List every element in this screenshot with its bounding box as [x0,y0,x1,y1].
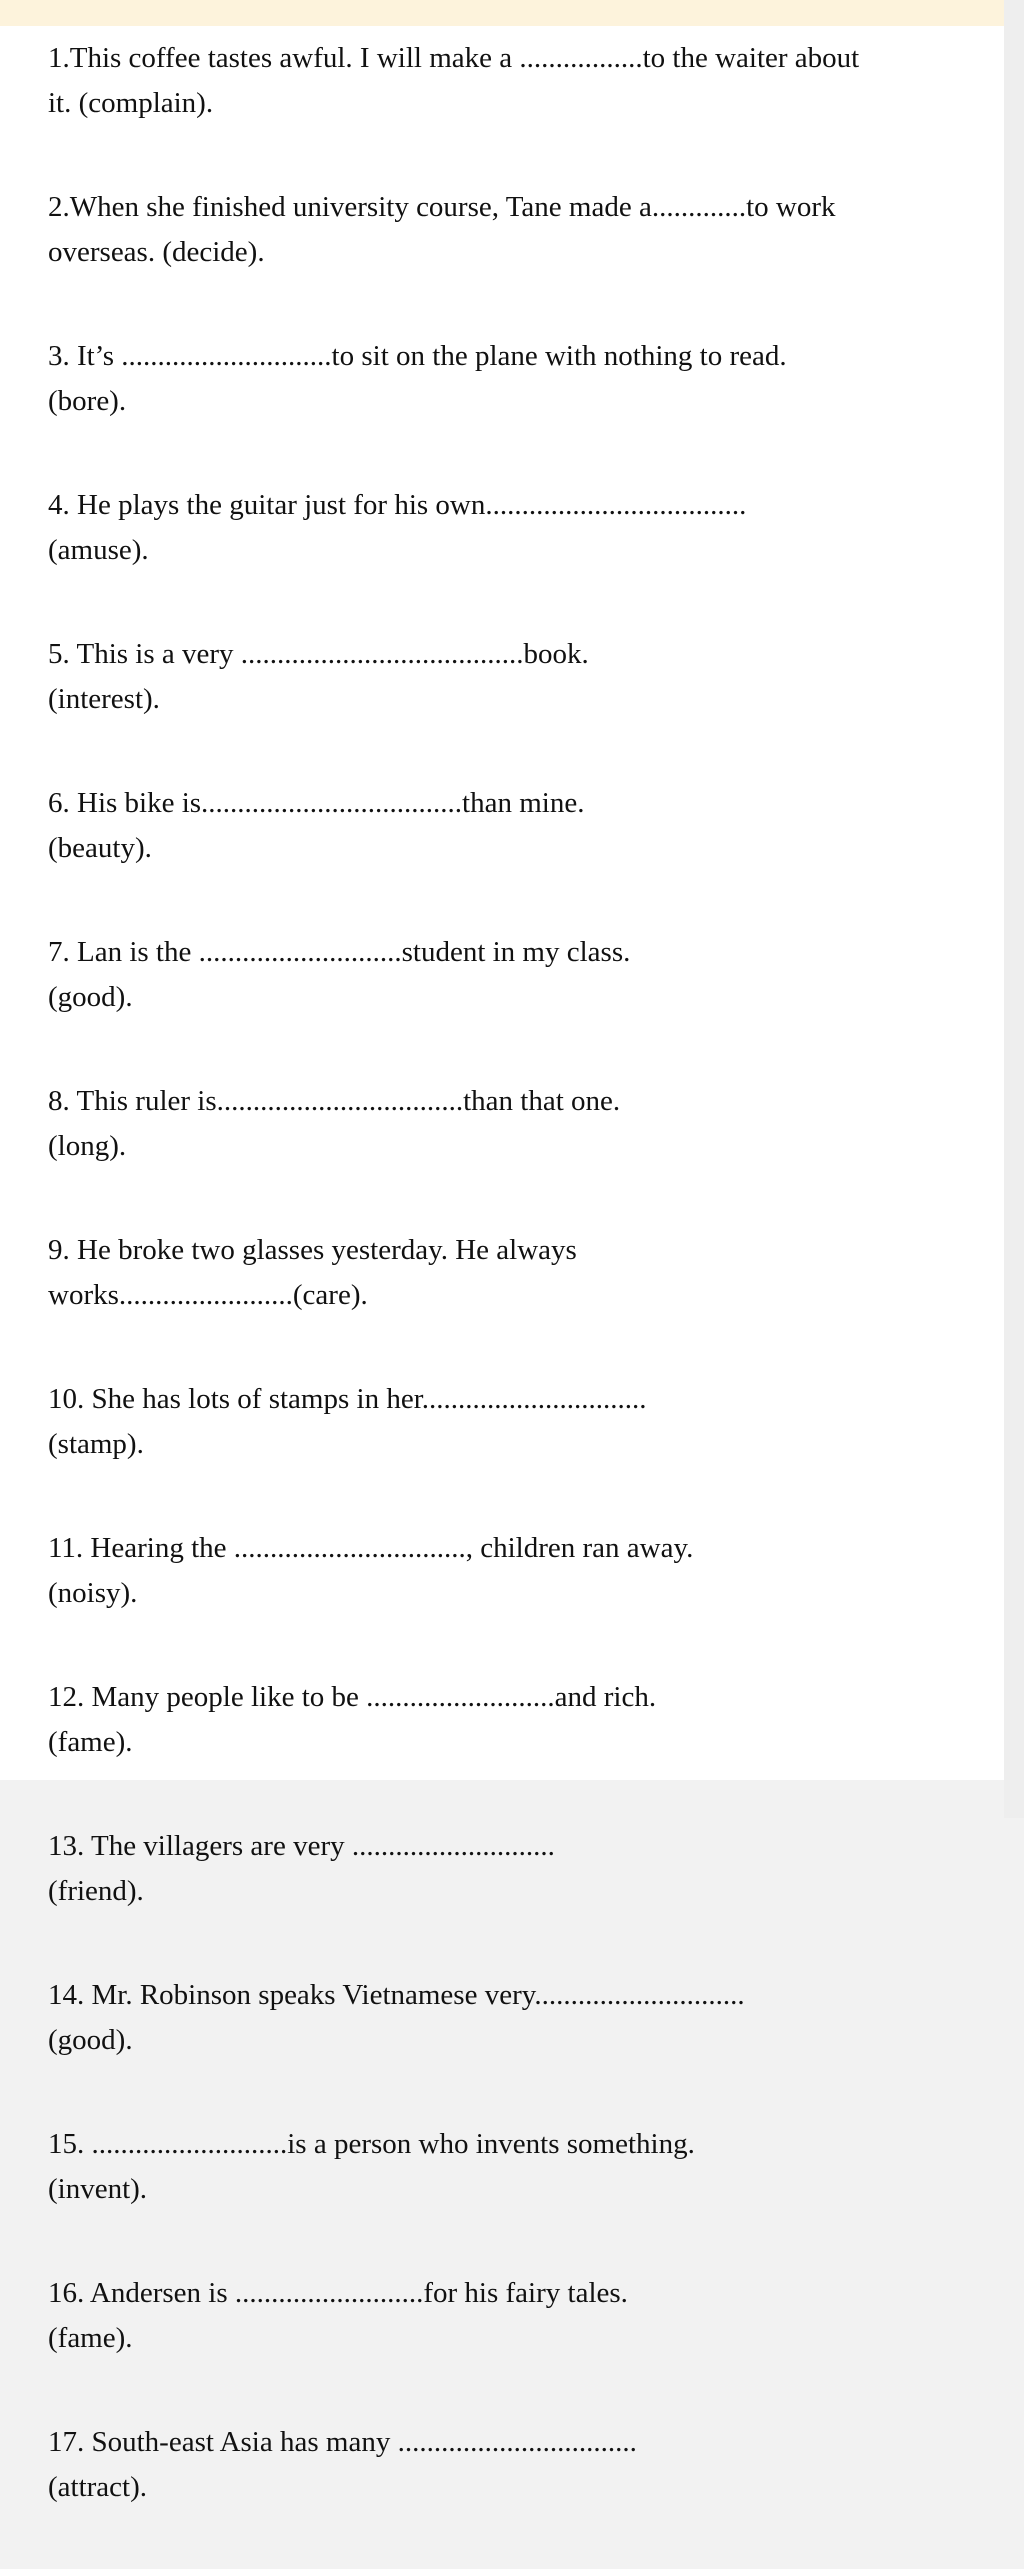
item-hint: (good). [48,981,133,1013]
item-hint: works........................(care). [48,1279,368,1311]
exercise-item-15 [48,2122,948,2212]
item-sentence: 15. ...........................is a person who invents something. [48,2128,695,2160]
exercise-item-13 [48,1824,948,1914]
exercise-item-17 [48,2420,948,2510]
item-hint: (fame). [48,1726,133,1758]
item-sentence: 17. South-east Asia has many ................................. [48,2426,637,2458]
exercise-item-12 [48,1675,948,1765]
item-hint: (noisy). [48,1577,138,1609]
exercise-item-1 [48,36,948,126]
item-sentence: 4. He plays the guitar just for his own.................................... [48,489,747,521]
item-hint: (interest). [48,683,160,715]
exercise-item-7 [48,930,948,1020]
exercise-item-11 [48,1526,948,1616]
exercise-item-10 [48,1377,948,1467]
item-sentence: 3. It’s .............................to sit on the plane with nothing to read. [48,340,787,372]
item-hint: it. (complain). [48,87,214,119]
item-sentence: 7. Lan is the ............................student in my class. [48,936,631,968]
word-form-exercise [48,36,948,2569]
item-hint: (stamp). [48,1428,144,1460]
item-sentence: 2.When she finished university course, Tane made a.............to work [48,191,836,223]
item-sentence: 1.This coffee tastes awful. I will make a .................to the waiter about [48,42,860,74]
item-hint: (long). [48,1130,127,1162]
item-sentence: 13. The villagers are very ............................ [48,1830,555,1862]
item-hint: (invent). [48,2173,148,2205]
item-sentence: 5. This is a very .......................................book. [48,638,589,670]
item-hint: (attract). [48,2471,148,2503]
top-highlight-strip [0,0,1004,26]
exercise-item-16 [48,2271,948,2361]
item-hint: (bore). [48,385,127,417]
item-hint: (amuse). [48,534,149,566]
right-edge-shade [1004,0,1024,1818]
exercise-item-5 [48,632,948,722]
item-hint: overseas. (decide). [48,236,265,268]
item-sentence: 14. Mr. Robinson speaks Vietnamese very............................. [48,1979,745,2011]
item-sentence: 16. Andersen is ..........................for his fairy tales. [48,2277,628,2309]
item-sentence: 6. His bike is....................................than mine. [48,787,585,819]
item-sentence: 10. She has lots of stamps in her............................... [48,1383,647,1415]
exercise-item-9 [48,1228,948,1318]
item-sentence: 11. Hearing the ................................, children ran away. [48,1532,694,1564]
item-hint: (fame). [48,2322,133,2354]
item-sentence: 12. Many people like to be ..........................and rich. [48,1681,657,1713]
item-sentence: 9. He broke two glasses yesterday. He always [48,1234,577,1266]
exercise-item-4 [48,483,948,573]
item-hint: (good). [48,2024,133,2056]
item-sentence: 8. This ruler is..................................than that one. [48,1085,621,1117]
item-hint: (beauty). [48,832,152,864]
exercise-item-8 [48,1079,948,1169]
exercise-item-14 [48,1973,948,2063]
item-hint: (friend). [48,1875,144,1907]
exercise-item-3 [48,334,948,424]
exercise-item-2 [48,185,948,275]
exercise-item-6 [48,781,948,871]
